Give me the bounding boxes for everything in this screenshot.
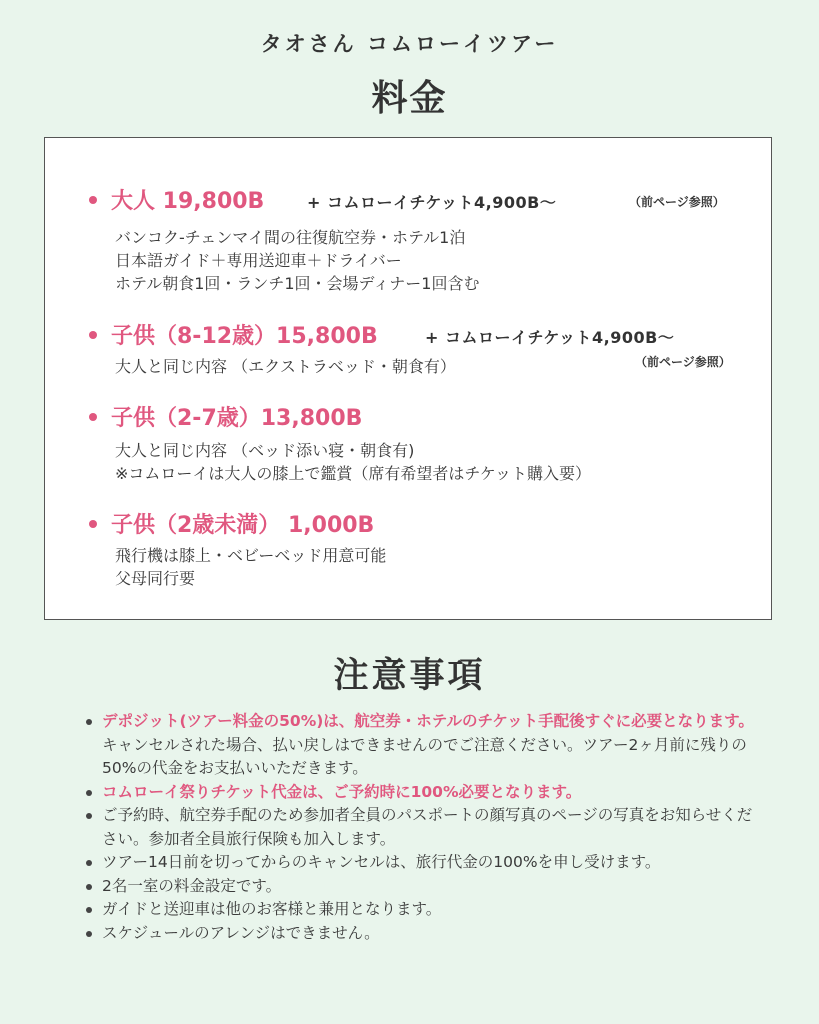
note-text: 2名一室の料金設定です。 <box>102 876 282 895</box>
note-item <box>86 804 766 851</box>
tier-detail: 大人と同じ内容 （ベッド添い寝・朝食有) <box>115 441 415 460</box>
page-reference: （前ページ参照） <box>635 355 731 369</box>
bullet-icon <box>89 520 97 528</box>
tier-detail: 日本語ガイド＋専用送迎車＋ドライバー <box>115 251 402 270</box>
note-item <box>86 922 766 946</box>
bullet-icon <box>89 413 97 421</box>
note-emphasis: コムローイ祭りチケット代金は、ご予約時に100%必要となります。 <box>102 782 582 801</box>
page-title: 料金 <box>371 78 448 119</box>
note-text: ご予約時、航空券手配のため参加者全員のパスポートの顔写真のページの写真をお知らせください。参加者全員旅行保険も加入します。 <box>102 806 753 848</box>
tier-child-under-2 <box>45 508 773 588</box>
tier-child-2-7 <box>45 401 773 483</box>
notes-list <box>86 710 766 945</box>
bullet-icon <box>86 790 92 796</box>
note-item <box>86 875 766 899</box>
tier-detail: 大人と同じ内容 （エクストラベッド・朝食有） <box>115 357 456 376</box>
tier-detail: バンコク-チェンマイ間の往復航空券・ホテル1泊 <box>115 228 466 247</box>
tier-detail: ホテル朝食1回・ランチ1回・会場ディナー1回含む <box>115 274 480 293</box>
tier-detail: 飛行機は膝上・ベビーベッド用意可能 <box>115 546 387 565</box>
bullet-icon <box>89 196 97 204</box>
tour-subtitle: タオさん コムローイツアー <box>260 32 559 56</box>
tier-name: 子供（8-12歳）15,800B <box>111 324 378 349</box>
note-emphasis: デポジット(ツアー料金の50%)は、航空券・ホテルのチケット手配後すぐに必要となります。 <box>102 712 754 730</box>
bullet-icon <box>86 884 92 890</box>
bullet-icon <box>86 860 92 866</box>
tier-detail: 父母同行要 <box>115 569 196 588</box>
tier-child-8-12 <box>45 319 773 376</box>
note-item <box>86 898 766 922</box>
page-reference: （前ページ参照） <box>629 195 725 209</box>
ticket-addon: + コムローイチケット4,900B～ <box>425 328 675 347</box>
tier-name: 子供（2歳未満） 1,000B <box>111 513 375 538</box>
note-text: ガイドと送迎車は他のお客様と兼用となります。 <box>102 900 442 918</box>
tier-adult <box>45 184 773 293</box>
note-item <box>86 781 766 805</box>
tier-name: 大人 19,800B <box>111 189 265 214</box>
bullet-icon <box>86 719 92 725</box>
note-text: ツアー14日前を切ってからのキャンセルは、旅行代金の100%を申し受けます。 <box>102 853 661 871</box>
note-text: スケジュールのアレンジはできません。 <box>102 923 380 942</box>
note-text: キャンセルされた場合、払い戻しはできませんのでご注意ください。ツアー2ヶ月前に残りの50%の代金をお支払いいただきます。 <box>102 735 747 777</box>
tier-detail: ※コムローイは大人の膝上で鑑賞（席有希望者はチケット購入要） <box>115 464 591 483</box>
ticket-addon: + コムローイチケット4,900B～ <box>307 193 557 212</box>
bullet-icon <box>86 813 92 819</box>
note-item <box>86 851 766 875</box>
note-item <box>86 710 766 781</box>
bullet-icon <box>89 331 97 339</box>
bullet-icon <box>86 907 92 913</box>
tier-name: 子供（2-7歳）13,800B <box>111 406 363 431</box>
bullet-icon <box>86 931 92 937</box>
notes-title: 注意事項 <box>333 656 486 696</box>
pricing-box <box>44 137 772 620</box>
